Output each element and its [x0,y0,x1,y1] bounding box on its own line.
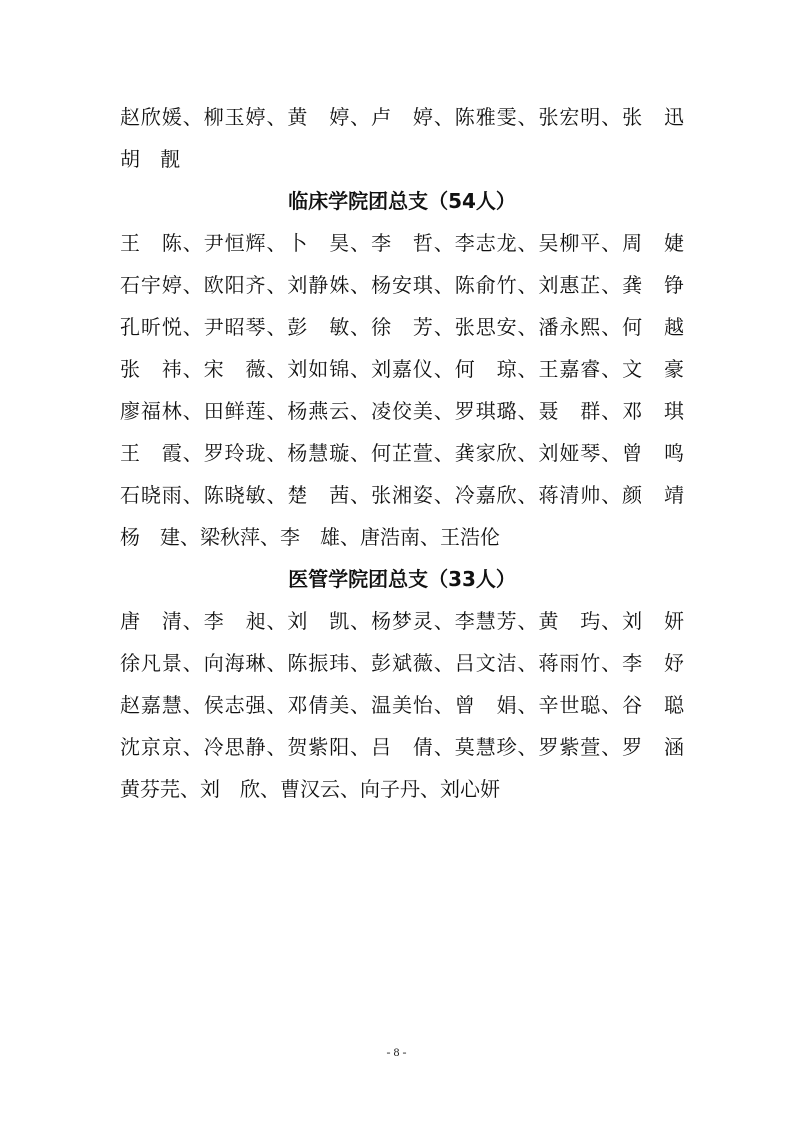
name-line: 杨 建、梁秋萍、李 雄、唐浩南、王浩伦 [120,525,500,549]
name-line: 胡 靓 [120,147,180,171]
name-line: 赵欣媛、柳玉婷、黄 婷、卢 婷、陈雅雯、张宏明、张 迅 [120,105,684,129]
name-line: 孔昕悦、尹昭琴、彭 敏、徐 芳、张思安、潘永熙、何 越 [120,315,684,339]
name-line: 唐 清、李 昶、刘 凯、杨梦灵、李慧芳、黄 玙、刘 妍 [120,609,684,633]
name-line: 王 霞、罗玲珑、杨慧璇、何芷萱、龚家欣、刘娅琴、曾 鸣 [120,441,684,465]
name-line: 石宇婷、欧阳齐、刘静姝、杨安琪、陈俞竹、刘惠芷、龚 铮 [120,273,684,297]
name-line: 沈京京、冷思静、贺紫阳、吕 倩、莫慧珍、罗紫萱、罗 涵 [120,735,684,759]
name-line: 徐凡景、向海琳、陈振玮、彭斌薇、吕文洁、蒋雨竹、李 妤 [120,651,684,675]
section-medical-management-college [120,558,684,810]
section-continued-list [120,96,684,180]
name-line: 黄芬芫、刘 欣、曹汉云、向子丹、刘心妍 [120,777,500,801]
section-clinical-college [120,180,684,558]
page-number: - 8 - [386,1045,407,1059]
name-line: 赵嘉慧、侯志强、邓倩美、温美怡、曾 娟、辛世聪、谷 聪 [120,693,684,717]
name-line: 廖福林、田鲜莲、杨燕云、凌佼美、罗琪璐、聂 群、邓 琪 [120,399,684,423]
section-heading: 临床学院团总支（54人） [288,189,516,213]
name-line: 张 祎、宋 薇、刘如锦、刘嘉仪、何 琼、王嘉睿、文 豪 [120,357,684,381]
name-line: 王 陈、尹恒辉、卜 昊、李 哲、李志龙、吴柳平、周 婕 [120,231,684,255]
name-line: 石晓雨、陈晓敏、楚 茜、张湘姿、冷嘉欣、蒋清帅、颜 靖 [120,483,684,507]
section-heading: 医管学院团总支（33人） [288,567,516,591]
name-list-content [120,96,684,810]
